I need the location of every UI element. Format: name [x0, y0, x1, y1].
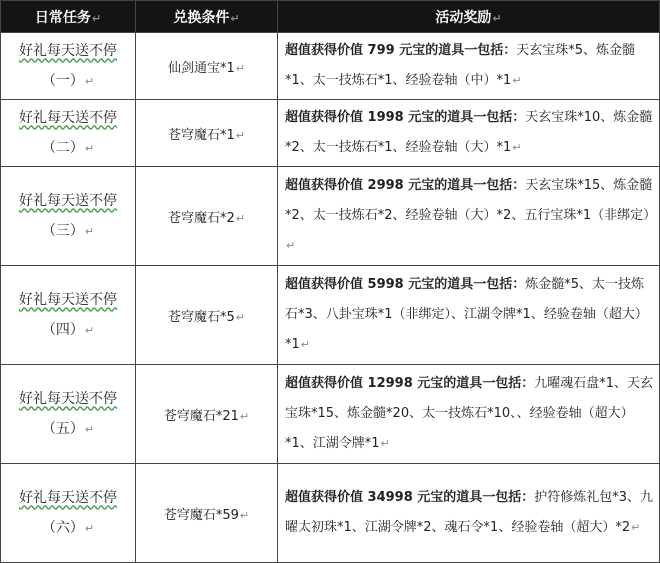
task-name	[1, 186, 135, 216]
task-cell	[1, 464, 136, 563]
paragraph-mark-icon: ↵	[84, 422, 95, 436]
task-name	[1, 384, 135, 414]
paragraph-mark-icon: ↵	[239, 508, 250, 522]
task-name-text: 好礼每天送不停	[19, 42, 117, 59]
condition-cell	[136, 100, 278, 167]
header-reward-label: 活动奖励	[435, 9, 492, 26]
header-condition	[136, 1, 278, 33]
task-number	[1, 66, 135, 97]
table-row	[1, 266, 660, 365]
reward-prefix: 超值获得价值 5998 元宝的道具一包括：	[285, 277, 526, 292]
task-name	[1, 36, 135, 66]
task-cell	[1, 100, 136, 167]
paragraph-mark-icon: ↵	[84, 141, 95, 155]
reward-prefix: 超值获得价值 34998 元宝的道具一包括：	[285, 490, 535, 505]
condition-cell	[136, 167, 278, 266]
header-task	[1, 1, 136, 33]
task-number-text: （五）	[41, 420, 84, 437]
reward-cell	[278, 33, 660, 100]
reward-prefix: 超值获得价值 799 元宝的道具一包括：	[285, 43, 517, 58]
task-number-text: （四）	[41, 321, 84, 338]
reward-cell	[278, 167, 660, 266]
header-row	[1, 1, 660, 33]
header-reward	[278, 1, 660, 33]
reward-cell	[278, 266, 660, 365]
reward-prefix: 超值获得价值 1998 元宝的道具一包括：	[285, 110, 526, 125]
reward-prefix: 超值获得价值 2998 元宝的道具一包括：	[285, 178, 526, 193]
task-number	[1, 414, 135, 445]
header-task-label: 日常任务	[34, 9, 91, 26]
table-row	[1, 365, 660, 464]
task-cell	[1, 33, 136, 100]
paragraph-mark-icon: ↵	[239, 409, 250, 423]
paragraph-mark-icon: ↵	[84, 224, 95, 238]
condition-text: 苍穹魔石*1	[168, 127, 235, 143]
condition-cell	[136, 266, 278, 365]
paragraph-mark-icon: ↵	[235, 310, 245, 324]
reward-prefix: 超值获得价值 12998 元宝的道具一包括：	[285, 376, 535, 391]
task-name-text: 好礼每天送不停	[19, 489, 117, 506]
reward-items: 天玄宝珠*15、炼金髓*2、太一技炼石*2、经验卷轴（大）*2、五行宝珠*1（非绑定）	[285, 178, 657, 223]
reward-cell	[278, 464, 660, 563]
paragraph-mark-icon: ↵	[235, 61, 245, 75]
task-cell	[1, 365, 136, 464]
task-name	[1, 483, 135, 513]
table-row	[1, 100, 660, 167]
paragraph-mark-icon: ↵	[84, 74, 95, 88]
task-cell	[1, 167, 136, 266]
header-condition-label: 兑换条件	[173, 9, 230, 26]
task-number	[1, 513, 135, 544]
task-cell	[1, 266, 136, 365]
task-number-text: （一）	[41, 72, 84, 89]
reward-items: 天玄宝珠*10、炼金髓*2、太一技炼石*1、经验卷轴（大）*1	[285, 110, 653, 155]
reward-cell	[278, 365, 660, 464]
task-name-text: 好礼每天送不停	[19, 390, 117, 407]
paragraph-mark-icon: ↵	[84, 521, 95, 535]
task-name-text: 好礼每天送不停	[19, 109, 117, 126]
task-name	[1, 285, 135, 315]
reward-items: 九曜魂石盘*1、天玄宝珠*15、炼金髓*20、太一技炼石*10、、经验卷轴（超大）*1、江湖令牌*1	[285, 376, 654, 451]
task-name-text: 好礼每天送不停	[19, 291, 117, 308]
reward-items: 天玄宝珠*5、炼金髓*1、太一技炼石*1、经验卷轴（中）*1	[285, 43, 635, 88]
paragraph-mark-icon: ↵	[230, 11, 240, 25]
condition-cell	[136, 365, 278, 464]
condition-text: 苍穹魔石*21	[163, 408, 239, 424]
paragraph-mark-icon: ↵	[91, 11, 102, 25]
task-number	[1, 315, 135, 346]
paragraph-mark-icon: ↵	[380, 437, 390, 450]
paragraph-mark-icon: ↵	[235, 211, 245, 225]
table-row	[1, 464, 660, 563]
paragraph-mark-icon: ↵	[492, 11, 502, 25]
task-name	[1, 103, 135, 133]
task-number	[1, 216, 135, 247]
reward-cell	[278, 100, 660, 167]
reward-items: 护符修炼礼包*3、九曜太初珠*1、江湖令牌*2、魂石令*1、经验卷轴（超大）*2	[285, 490, 654, 535]
condition-cell	[136, 33, 278, 100]
table-row	[1, 167, 660, 266]
task-number-text: （二）	[41, 139, 84, 156]
condition-cell	[136, 464, 278, 563]
paragraph-mark-icon: ↵	[84, 323, 95, 337]
condition-text: 苍穹魔石*2	[168, 210, 235, 226]
table-row	[1, 33, 660, 100]
task-number	[1, 133, 135, 164]
reward-items: 炼金髓*5、太一技炼石*3、八卦宝珠*1（非绑定）、江湖令牌*1、经验卷轴（超大）*1	[285, 277, 648, 352]
condition-text: 苍穹魔石*5	[168, 309, 235, 325]
paragraph-mark-icon: ↵	[286, 239, 296, 252]
paragraph-mark-icon: ↵	[512, 74, 522, 87]
paragraph-mark-icon: ↵	[235, 128, 245, 142]
condition-text: 苍穹魔石*59	[163, 507, 239, 523]
condition-text: 仙剑通宝*1	[168, 60, 235, 76]
task-name-text: 好礼每天送不停	[19, 192, 117, 209]
task-number-text: （六）	[41, 519, 84, 536]
task-number-text: （三）	[41, 222, 84, 239]
paragraph-mark-icon: ↵	[512, 141, 522, 154]
paragraph-mark-icon: ↵	[631, 521, 641, 534]
paragraph-mark-icon: ↵	[300, 338, 310, 351]
